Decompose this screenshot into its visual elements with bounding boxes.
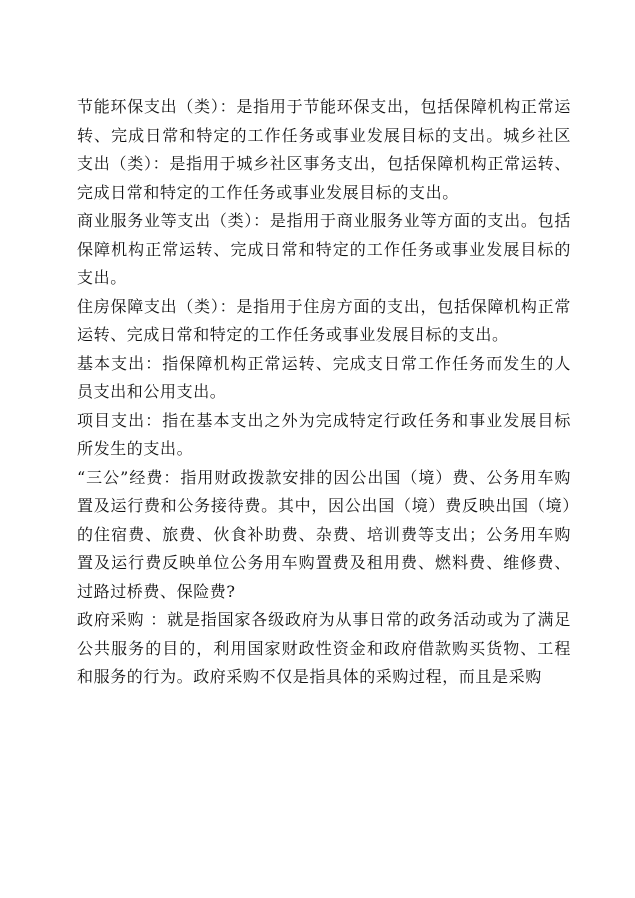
- paragraph-three-public-expenses: “三公”经费：指用财政拨款安排的因公出国（境）费、公务用车购置及运行费和公务接待费。其中，因公出国（境）费反映出国（境）的住宿费、旅费、伙食补助费、杂费、培训费等支出；公务用车购置及运行费反映单位公务用车购置费及租用费、燃料费、维修费、过路过桥费、保险费?: [77, 467, 571, 601]
- paragraph-government-procurement: 政府采购 ：就是指国家各级政府为从事日常的政务活动或为了满足公共服务的目的，利用国家财政性资金和政府借款购买货物、工程和服务的行为。政府采购不仅是指具体的采购过程，而且是采购: [77, 610, 571, 686]
- paragraph-project-expenditure: 项目支出：指在基本支出之外为完成特定行政任务和事业发展目标所发生的支出。: [77, 410, 571, 458]
- paragraph-commerce-expenditure: 商业服务业等支出（类）：是指用于商业服务业等方面的支出。包括保障机构正常运转、完成日常和特定的工作任务或事业发展目标的支出。: [77, 211, 571, 287]
- paragraph-housing-expenditure: 住房保障支出（类）：是指用于住房方面的支出，包括保障机构正常运转、完成日常和特定的工作任务或事业发展目标的支出。: [77, 296, 571, 344]
- paragraph-energy-urban-expenditure: 节能环保支出（类）：是指用于节能环保支出，包括保障机构正常运转、完成日常和特定的工作任务或事业发展目标的支出。城乡社区支出（类）：是指用于城乡社区事务支出，包括保障机构正常运转、完成日常和特定的工作任务或事业发展目标的支出。: [77, 97, 571, 202]
- paragraph-basic-expenditure: 基本支出：指保障机构正常运转、完成支日常工作任务而发生的人员支出和公用支出。: [77, 353, 571, 401]
